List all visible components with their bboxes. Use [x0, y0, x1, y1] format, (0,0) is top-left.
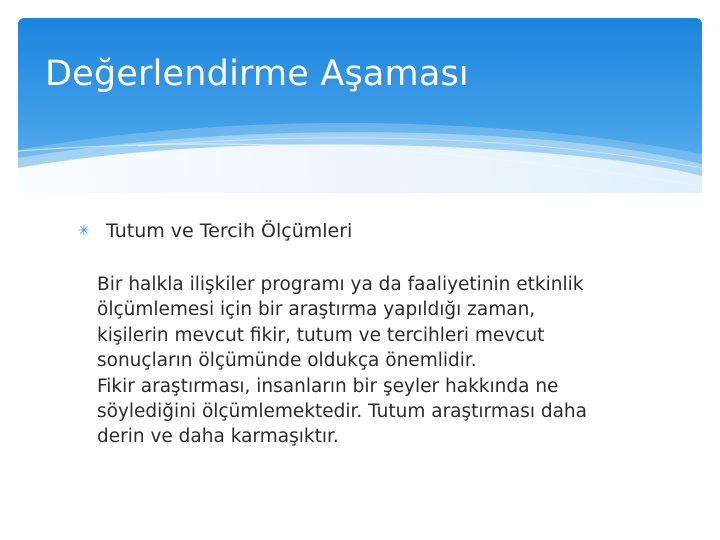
bullet-heading: [78, 218, 352, 244]
body-line: söylediğini ölçümlemektedir. Tutum araştırması daha: [97, 401, 587, 423]
body-line: ölçümlemesi için bir araştırma yapıldığı zaman,: [97, 299, 536, 321]
body-line: Bir halkla ilişkiler programı ya da faaliyetinin etkinlik: [97, 274, 584, 295]
body-line: sonuçların ölçümünde oldukça önemlidir.: [97, 350, 477, 372]
slide-title: Değerlendirme Aşaması: [45, 54, 469, 94]
bullet-heading-text: Tutum ve Tercih Ölçümleri: [106, 220, 353, 242]
asterisk-bullet-icon: ✳: [78, 223, 90, 239]
body-paragraph: [97, 272, 657, 450]
banner-wave-graphic: [18, 18, 702, 193]
body-line: kişilerin mevcut fikir, tutum ve tercihleri mevcut: [97, 324, 545, 346]
body-line: derin ve daha karmaşıktır.: [97, 426, 339, 448]
body-line: Fikir araştırması, insanların bir şeyler hakkında ne: [97, 375, 559, 397]
title-banner: [18, 18, 702, 193]
